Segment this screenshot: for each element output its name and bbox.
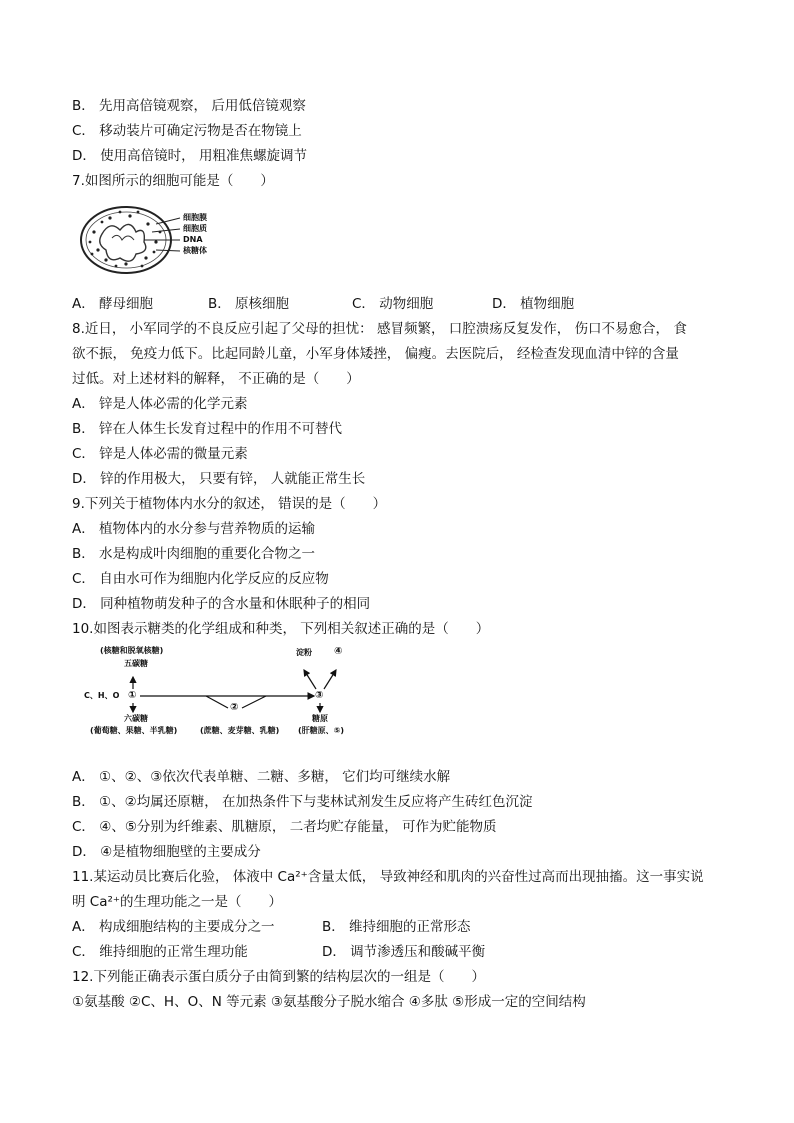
q7-option-d: D． 植物细胞	[492, 296, 575, 312]
sugar-diagram	[72, 642, 372, 765]
q10-label-starch: 淀粉	[296, 648, 312, 657]
q10-label-five-carbon: 五碳糖	[124, 659, 148, 668]
q12-stem: 12.下列能正确表示蛋白质分子由简到繁的结构层次的一组是（ ）	[72, 969, 485, 985]
q10-node-1: ①	[128, 690, 137, 701]
q8-stem-line3: 过低。对上述材料的解释， 不正确的是（ ）	[72, 371, 360, 387]
q7-stem: 7.如图所示的细胞可能是（ ）	[72, 173, 274, 189]
q11-stem-line2: 明 Ca²⁺的生理功能之一是（ ）	[72, 894, 283, 910]
q10-label-six-carbon: 六碳糖	[124, 714, 148, 723]
cell-label-dna: DNA	[183, 235, 203, 244]
q10-label-elements: C、H、O	[84, 691, 120, 700]
cell-label-membrane: 细胞膜	[183, 213, 207, 222]
q11-option-d: D． 调节渗透压和酸碱平衡	[322, 944, 486, 960]
question-page	[72, 94, 732, 1015]
q7-option-c: C． 动物细胞	[352, 296, 434, 312]
q8-option-b: B． 锌在人体生长发育过程中的作用不可替代	[72, 421, 343, 437]
q6-option-d: D． 使用高倍镜时， 用粗准焦螺旋调节	[72, 148, 307, 164]
q10-note-glycogen: (肝糖原、⑤)	[298, 726, 345, 735]
cell-diagram	[72, 194, 272, 292]
q9-option-b: B． 水是构成叶肉细胞的重要化合物之一	[72, 546, 316, 562]
q11-option-b: B． 维持细胞的正常形态	[322, 919, 471, 935]
q9-option-c: C． 自由水可作为细胞内化学反应的反应物	[72, 571, 329, 587]
q9-option-a: A． 植物体内的水分参与营养物质的运输	[72, 521, 316, 537]
q7-options	[72, 292, 732, 317]
q9-stem: 9.下列关于植物体内水分的叙述， 错误的是（ ）	[72, 496, 387, 512]
q11-option-c: C． 维持细胞的正常生理功能	[72, 944, 248, 960]
q10-note-hexose: (葡萄糖、果糖、半乳糖)	[90, 726, 178, 735]
q10-node-2: ②	[230, 702, 239, 713]
q7-cell-figure	[72, 194, 732, 292]
q7-option-b: B． 原核细胞	[208, 296, 290, 312]
q6-option-b: B． 先用高倍镜观察， 后用低倍镜观察	[72, 98, 306, 114]
cell-label-ribosome: 核糖体	[183, 246, 207, 255]
q10-option-c: C． ④、⑤分别为纤维素、肌糖原， 二者均贮存能量， 可作为贮能物质	[72, 819, 497, 835]
q10-node-4: ④	[334, 646, 343, 657]
q8-option-d: D． 锌的作用极大， 只要有锌， 人就能正常生长	[72, 471, 366, 487]
q11-stem-line1: 11.某运动员比赛后化验， 体液中 Ca²⁺含量太低， 导致神经和肌肉的兴奋性过高而出现抽搐。这一事实说	[72, 869, 704, 885]
q7-option-a: A． 酵母细胞	[72, 296, 154, 312]
q10-note-disaccharide: (蔗糖、麦芽糖、乳糖)	[200, 726, 280, 735]
q10-label-glycogen: 糖原	[312, 714, 328, 723]
q8-stem-line1: 8.近日， 小军同学的不良反应引起了父母的担忧： 感冒频繁， 口腔溃疡反复发作， 伤口不易愈合， 食	[72, 321, 687, 337]
q10-option-a: A． ①、②、③依次代表单糖、二糖、多糖， 它们均可继续水解	[72, 769, 451, 785]
q12-items: ①氨基酸 ②C、H、O、N 等元素 ③氨基酸分子脱水缩合 ④多肽 ⑤形成一定的空间结构	[72, 994, 586, 1010]
q10-option-b: B． ①、②均属还原糖， 在加热条件下与斐林试剂发生反应将产生砖红色沉淀	[72, 794, 533, 810]
q11-options-row2	[72, 940, 732, 965]
cell-label-cytoplasm: 细胞质	[183, 224, 207, 233]
q11-option-a: A． 构成细胞结构的主要成分之一	[72, 919, 275, 935]
q10-option-d: D． ④是植物细胞壁的主要成分	[72, 844, 261, 860]
q8-option-c: C． 锌是人体必需的微量元素	[72, 446, 248, 462]
q10-note-ribose: (核糖和脱氧核糖)	[100, 646, 164, 655]
q8-stem-line2: 欲不振， 免疫力低下。比起同龄儿童，小军身体矮挫， 偏瘦。去医院后， 经检查发现血清中锌的含量	[72, 346, 679, 362]
q10-node-3: ③	[315, 690, 324, 701]
q10-stem: 10.如图表示糖类的化学组成和种类， 下列相关叙述正确的是（ ）	[72, 621, 490, 637]
q11-options-row1	[72, 915, 732, 940]
q8-option-a: A． 锌是人体必需的化学元素	[72, 396, 248, 412]
q9-option-d: D． 同种植物萌发种子的含水量和休眠种子的相同	[72, 596, 371, 612]
q10-sugar-figure	[72, 642, 732, 765]
q6-option-c: C． 移动装片可确定污物是否在物镜上	[72, 123, 302, 139]
